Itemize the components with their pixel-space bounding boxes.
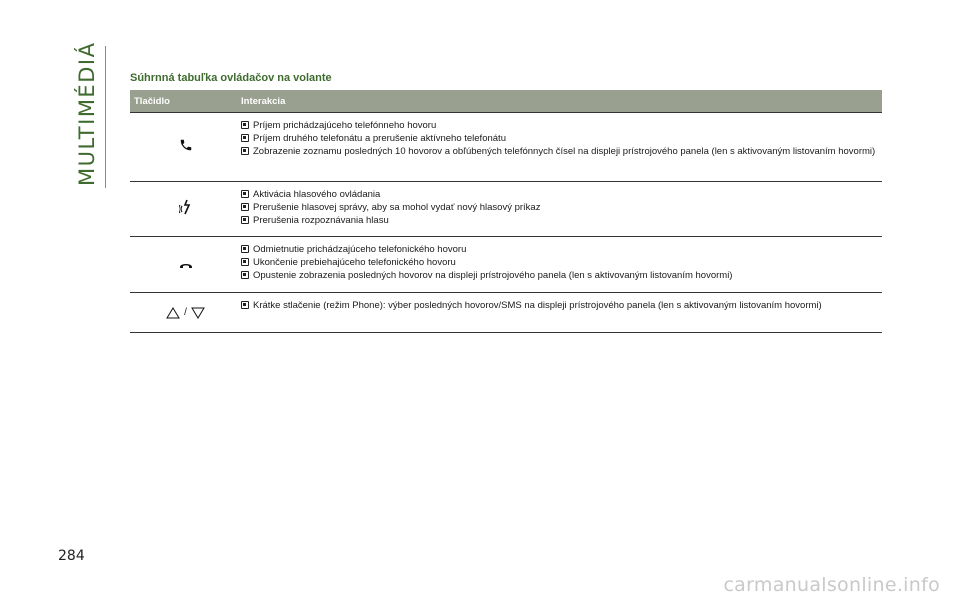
watermark: carmanualsonline.info — [723, 574, 940, 596]
up-down-arrows-icon — [166, 307, 205, 319]
interaction-cell — [241, 182, 882, 236]
down-arrow-icon — [191, 307, 205, 319]
controls-table — [130, 90, 882, 333]
header-button-col: Tlačidlo — [134, 95, 170, 107]
button-cell — [130, 293, 241, 332]
list-item: Prerušenie hlasovej správy, aby sa mohol vydať nový hlasový príkaz — [241, 201, 882, 214]
interaction-cell — [241, 237, 882, 292]
interaction-cell — [241, 293, 882, 332]
table-row — [130, 182, 882, 237]
checkbox-bullet-icon — [241, 147, 249, 155]
table-heading: Súhrnná tabuľka ovládačov na volante — [130, 72, 332, 84]
checkbox-bullet-icon — [241, 271, 249, 279]
list-item: Krátke stlačenie (režim Phone): výber posledných hovorov/SMS na displeji prístrojového panela (len s aktivovaným listovaním hovormi) — [241, 299, 882, 312]
list-item: Príjem druhého telefonátu a prerušenie aktívneho telefonátu — [241, 132, 882, 145]
table-row — [130, 293, 882, 333]
page-number: 284 — [58, 548, 85, 564]
list-item: Opustenie zobrazenia posledných hovorov na displeji prístrojového panela (len s aktivovaným listovaním hovormi) — [241, 269, 882, 282]
checkbox-bullet-icon — [241, 258, 249, 266]
button-cell — [130, 182, 241, 236]
header-interaction-col: Interakcia — [241, 95, 286, 107]
checkbox-bullet-icon — [241, 301, 249, 309]
checkbox-bullet-icon — [241, 134, 249, 142]
checkbox-bullet-icon — [241, 203, 249, 211]
list-item: Aktivácia hlasového ovládania — [241, 188, 882, 201]
interaction-cell — [241, 113, 882, 181]
table-row — [130, 113, 882, 182]
section-label: MULTIMÉDIÁ — [75, 41, 99, 186]
voice-command-icon — [179, 199, 193, 220]
button-cell — [130, 237, 241, 292]
list-item: Príjem prichádzajúceho telefónneho hovoru — [241, 119, 882, 132]
checkbox-bullet-icon — [241, 245, 249, 253]
section-divider — [105, 46, 106, 188]
up-arrow-icon — [166, 307, 180, 319]
list-item: Odmietnutie prichádzajúceho telefonického hovoru — [241, 243, 882, 256]
list-item: Prerušenia rozpoznávania hlasu — [241, 214, 882, 227]
arrow-separator: / — [184, 307, 187, 318]
phone-hangup-icon — [179, 256, 193, 274]
list-item: Zobrazenie zoznamu posledných 10 hovorov a obľúbených telefónnych čísel na displeji prístrojového panela (len s aktivovaným listovaním hovormi) — [241, 145, 882, 158]
checkbox-bullet-icon — [241, 190, 249, 198]
button-cell — [130, 113, 241, 181]
table-header — [130, 90, 882, 113]
table-row — [130, 237, 882, 293]
checkbox-bullet-icon — [241, 216, 249, 224]
checkbox-bullet-icon — [241, 121, 249, 129]
list-item: Ukončenie prebiehajúceho telefonického hovoru — [241, 256, 882, 269]
phone-answer-icon — [179, 138, 193, 157]
